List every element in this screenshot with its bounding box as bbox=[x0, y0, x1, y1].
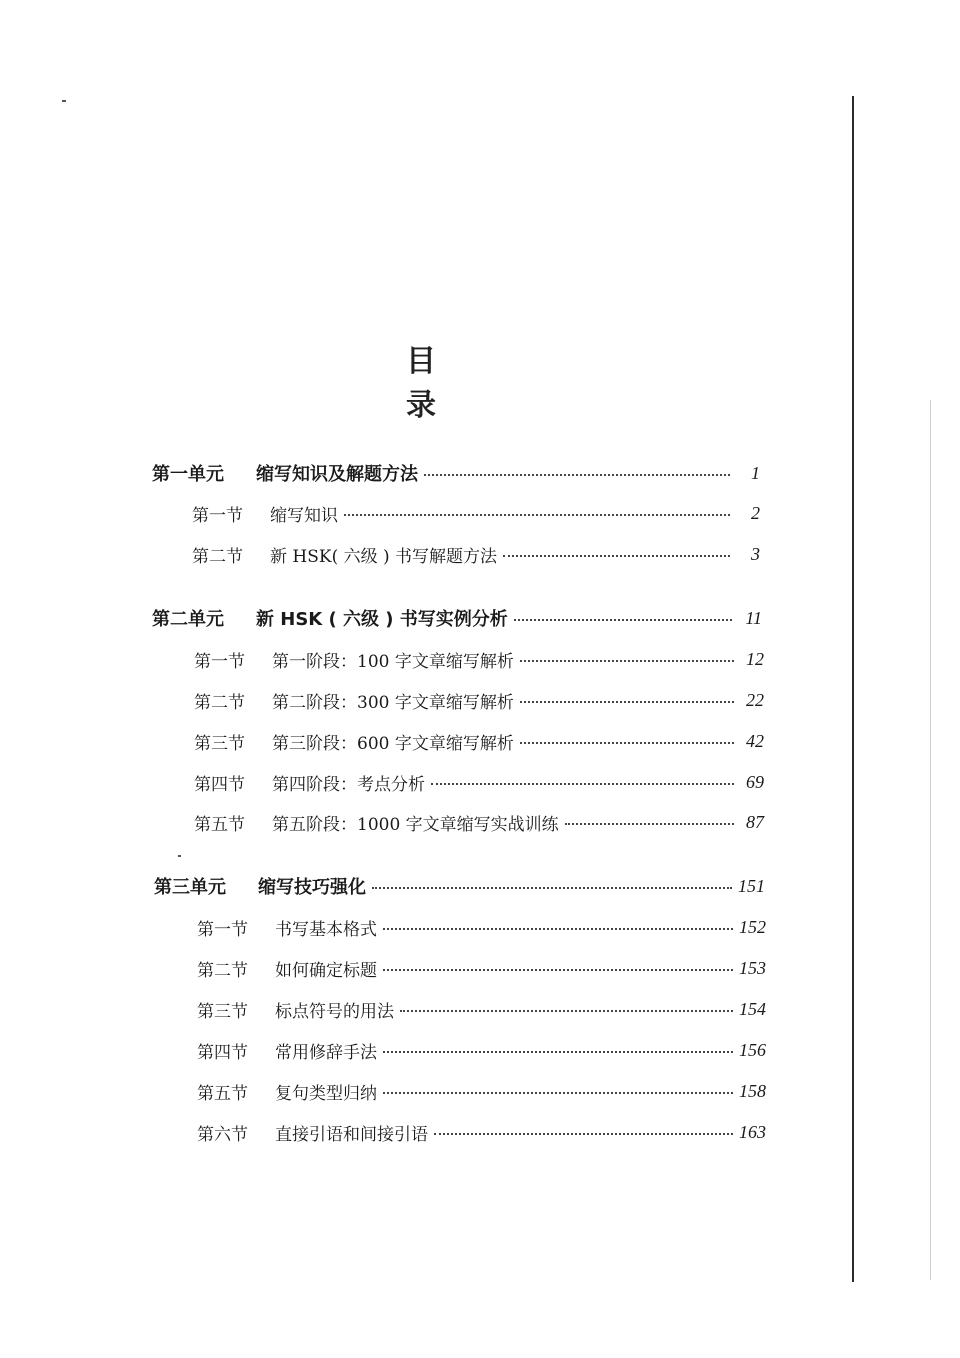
dot-leader bbox=[383, 928, 733, 930]
page-number: 163 bbox=[739, 1121, 766, 1142]
toc-section-row[interactable] bbox=[197, 953, 766, 983]
section-number: 第二节 bbox=[192, 546, 243, 567]
section-title: 标点符号的用法 bbox=[275, 1001, 394, 1022]
section-number: 第二节 bbox=[197, 960, 248, 981]
page-edge-line-faint bbox=[930, 400, 931, 1280]
page-number: 22 bbox=[746, 689, 764, 710]
dot-leader bbox=[520, 660, 734, 662]
unit-title: 新 HSK ( 六级 ) 书写实例分析 bbox=[256, 609, 508, 630]
page-number: 151 bbox=[738, 875, 765, 896]
section-number: 第四节 bbox=[197, 1042, 248, 1063]
toc-unit-row[interactable] bbox=[152, 458, 760, 488]
page-number: 87 bbox=[746, 811, 764, 832]
section-number: 第五节 bbox=[197, 1083, 248, 1104]
toc-section-row[interactable] bbox=[197, 1076, 766, 1106]
toc-section-row[interactable] bbox=[194, 726, 764, 756]
section-number: 第三节 bbox=[197, 1001, 248, 1022]
dot-leader bbox=[520, 742, 734, 744]
toc-section-row[interactable] bbox=[194, 767, 764, 797]
section-title: 复句类型归纳 bbox=[275, 1083, 377, 1104]
unit-number: 第二单元 bbox=[152, 609, 224, 630]
section-number: 第三节 bbox=[194, 733, 245, 754]
dot-leader bbox=[383, 1092, 733, 1094]
dot-leader bbox=[520, 701, 734, 703]
dot-leader bbox=[344, 514, 730, 516]
section-number: 第四节 bbox=[194, 774, 245, 795]
page-number: 158 bbox=[739, 1080, 766, 1101]
page-number: 42 bbox=[746, 730, 764, 751]
toc-unit-row[interactable] bbox=[154, 871, 765, 901]
page-number: 2 bbox=[751, 502, 760, 523]
toc-section-row[interactable] bbox=[192, 498, 760, 528]
scan-speck bbox=[62, 100, 66, 102]
section-number: 第六节 bbox=[197, 1124, 248, 1145]
page-number: 154 bbox=[739, 998, 766, 1019]
unit-number: 第三单元 bbox=[154, 877, 226, 898]
toc-section-row[interactable] bbox=[197, 912, 766, 942]
page-number: 153 bbox=[739, 957, 766, 978]
page-edge-line bbox=[852, 96, 854, 1282]
dot-leader bbox=[514, 619, 732, 621]
page-number: 156 bbox=[739, 1039, 766, 1060]
page-number: 1 bbox=[751, 462, 760, 483]
section-title: 第一阶段：100 字文章缩写解析 bbox=[272, 651, 514, 672]
dot-leader bbox=[400, 1010, 733, 1012]
dot-leader bbox=[431, 783, 734, 785]
toc-unit-row[interactable] bbox=[152, 603, 762, 633]
section-number: 第一节 bbox=[197, 919, 248, 940]
dot-leader bbox=[503, 555, 730, 557]
unit-title: 缩写技巧强化 bbox=[258, 877, 366, 898]
scan-speck bbox=[178, 855, 181, 857]
toc-section-row[interactable] bbox=[197, 1117, 766, 1147]
section-number: 第五节 bbox=[194, 814, 245, 835]
section-title: 第二阶段：300 字文章缩写解析 bbox=[272, 692, 514, 713]
section-number: 第一节 bbox=[194, 651, 245, 672]
dot-leader bbox=[434, 1133, 733, 1135]
section-title: 直接引语和间接引语 bbox=[275, 1124, 428, 1145]
toc-section-row[interactable] bbox=[194, 807, 764, 837]
toc-section-row[interactable] bbox=[197, 994, 766, 1024]
page-number: 12 bbox=[746, 648, 764, 669]
section-title: 常用修辞手法 bbox=[275, 1042, 377, 1063]
section-title: 书写基本格式 bbox=[275, 919, 377, 940]
dot-leader bbox=[383, 1051, 733, 1053]
section-title: 新 HSK( 六级 ) 书写解题方法 bbox=[270, 546, 498, 567]
page-number: 69 bbox=[746, 771, 764, 792]
section-title: 第三阶段：600 字文章缩写解析 bbox=[272, 733, 514, 754]
section-title: 第四阶段：考点分析 bbox=[272, 774, 425, 795]
dot-leader bbox=[424, 474, 730, 476]
unit-number: 第一单元 bbox=[152, 464, 224, 485]
page-number: 152 bbox=[739, 916, 766, 937]
section-number: 第一节 bbox=[192, 505, 243, 526]
toc-section-row[interactable] bbox=[194, 644, 764, 674]
toc-section-row[interactable] bbox=[192, 539, 760, 569]
section-title: 缩写知识 bbox=[270, 505, 338, 526]
section-number: 第二节 bbox=[194, 692, 245, 713]
toc-section-row[interactable] bbox=[194, 685, 764, 715]
dot-leader bbox=[372, 887, 732, 889]
dot-leader bbox=[383, 969, 733, 971]
page-number: 11 bbox=[745, 607, 762, 628]
dot-leader bbox=[565, 823, 734, 825]
page-title: 目 录 bbox=[406, 344, 474, 423]
page-number: 3 bbox=[751, 543, 760, 564]
section-title: 第五阶段：1000 字文章缩写实战训练 bbox=[272, 814, 559, 835]
unit-title: 缩写知识及解题方法 bbox=[256, 464, 418, 485]
toc-section-row[interactable] bbox=[197, 1035, 766, 1065]
section-title: 如何确定标题 bbox=[275, 960, 377, 981]
